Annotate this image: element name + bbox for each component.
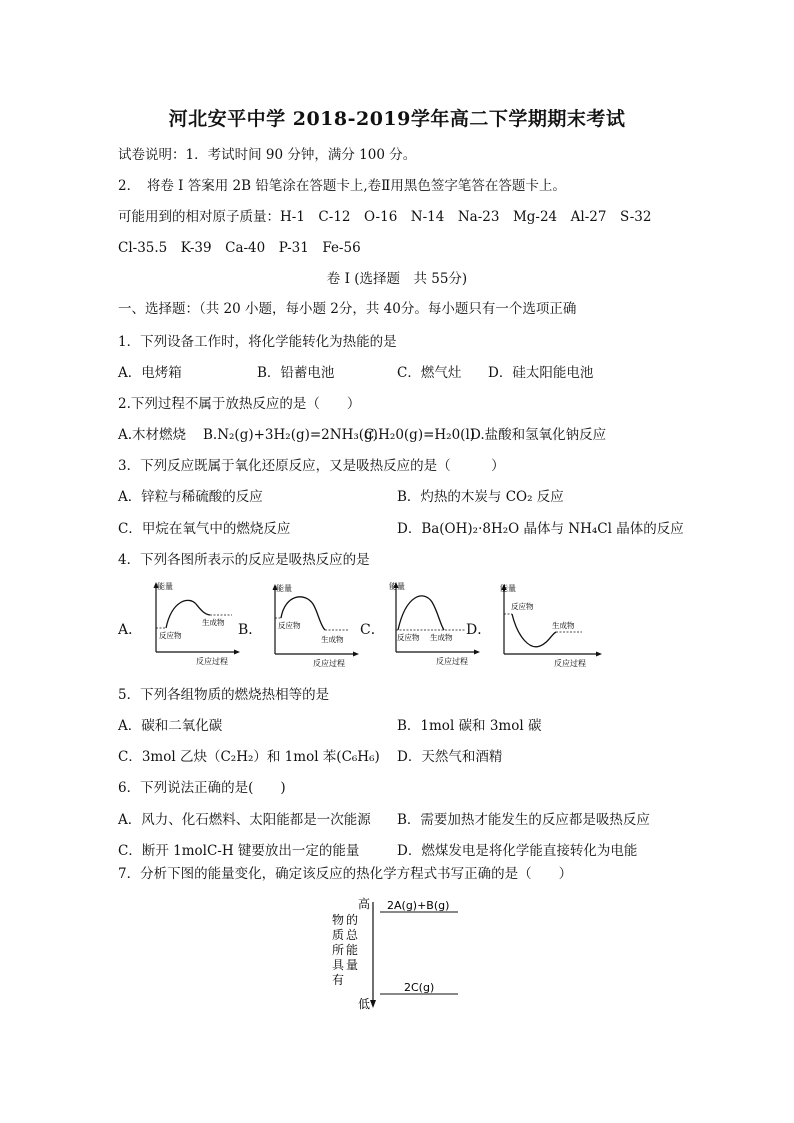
atomic-masses-line-1: 可能用到的相对原子质量：H-1 C-12 O-16 N-14 Na-23 Mg-24 Al-27 S-32 [118,209,652,225]
question-4-option-d-label: D． [466,622,492,638]
graph-c-curve [398,596,444,630]
question-4-option-a-label: A． [118,622,143,638]
question-2-option-b: B.N₂(g)+3H₂(g)=2NH₃(g) [203,427,378,443]
question-4-option-b-label: B． [238,622,263,638]
graph-d-product-label: 生成物 [552,621,575,630]
instruction-line-1: 试卷说明：1．考试时间 90 分钟，满分 100 分。 [118,147,417,163]
question-3-option-b: B．灼热的木炭与 CO₂ 反应 [397,489,564,505]
section-title: 卷 I (选择题 共 55分) [326,271,468,287]
graph-c-y-label: 能量 [389,582,405,591]
question-2-option-c: C.H₂0(g)=H₂0(l) [364,427,476,443]
question-6-option-a: A．风力、化石燃料、太阳能都是一次能源 [118,812,371,828]
graph-b-product-label: 生成物 [321,635,344,644]
question-6-option-c: C．断开 1molC-H 键要放出一定的能量 [118,843,360,859]
graph-d-curve [512,614,556,647]
question-5-option-b: B．1mol 碳和 3mol 碳 [397,718,542,734]
question-3-option-d: D．Ba(OH)₂·8H₂O 晶体与 NH₄Cl 晶体的反应 [397,521,684,537]
y-char-9: 量 [346,958,359,972]
question-4-stem: 4．下列各图所表示的反应是吸热反应的是 [118,552,370,568]
energy-axis-low-label: 低 [358,997,371,1011]
graph-b-y-label: 能量 [276,584,292,593]
graph-a-x-arrow [234,650,240,655]
question-5-option-d: D．天然气和酒精 [397,749,503,765]
graph-c-x-label: 反应过程 [436,657,468,666]
energy-level-diagram [318,894,468,1016]
atomic-masses-line-2: Cl-35.5 K-39 Ca-40 P-31 Fe-56 [118,240,361,256]
graph-d-x-label: 反应过程 [554,659,586,668]
question-2-option-a: A.木材燃烧 [118,427,187,443]
question-1-option-c: C．燃气灶 [397,365,462,381]
y-char-5: 有 [332,973,345,987]
question-2-stem: 2.下列过程不属于放热反应的是（ ） [118,396,361,412]
graph-a-product-label: 生成物 [202,618,225,627]
question-1-option-b: B．铅蓄电池 [257,365,335,381]
y-char-7: 总 [346,928,359,942]
question-5-option-a: A．碳和二氧化碳 [118,718,223,734]
graph-c-reactant-label: 反应物 [397,633,420,642]
y-char-8: 能 [346,943,359,957]
graph-b-x-label: 反应过程 [313,659,345,668]
question-1-option-d: D．硅太阳能电池 [488,365,594,381]
question-7-stem: 7．分析下图的能量变化，确定该反应的热化学方程式书写正确的是（ ） [118,866,573,882]
question-2-option-d: D.盐酸和氢氧化钠反应 [470,427,607,443]
graph-a-reactant-label: 反应物 [159,631,182,640]
graph-b-x-arrow [353,652,359,657]
top-energy-level-label: 2A(g)+B(g) [387,899,450,912]
graph-b-reactant-label: 反应物 [278,621,301,630]
graph-d [492,580,607,670]
question-6-stem: 6．下列说法正确的是( ) [118,780,286,796]
question-3-option-c: C．甲烷在氧气中的燃烧反应 [118,521,291,537]
question-3-option-a: A．锌粒与稀硫酸的反应 [118,489,263,505]
question-3-stem: 3．下列反应既属于氧化还原反应，又是吸热反应的是（ ） [118,458,505,474]
graph-b [263,580,363,670]
question-5-stem: 5．下列各组物质的燃烧热相等的是 [118,687,330,703]
question-1-option-a: A．电烤箱 [118,365,182,381]
question-5-option-c: C．3mol 乙炔（C₂H₂）和 1mol 苯(C₆H₆) [118,749,380,765]
graph-a-x-label: 反应过程 [196,657,228,666]
graph-c [384,578,484,668]
y-char-3: 所 [332,943,345,957]
y-char-4: 具 [332,958,345,972]
bottom-energy-level-label: 2C(g) [404,981,435,994]
y-char-6: 的 [346,913,359,927]
question-4-option-c-label: C． [360,622,385,638]
energy-axis-high-label: 高 [358,897,371,911]
y-char-2: 质 [332,928,345,942]
question-1-stem: 1．下列设备工作时，将化学能转化为热能的是 [118,334,397,350]
graph-a-y-label: 能量 [157,582,173,591]
graph-a [144,578,244,668]
instruction-line-2: 2． 将卷 I 答案用 2B 铅笔涂在答题卡上,卷Ⅱ用黑色签字笔答在答题卡上。 [118,178,566,194]
section-description: 一、选择题：（共 20 小题，每小题 2分，共 40分。每小题只有一个选项正确 [118,301,577,317]
energy-axis-arrow [370,1000,376,1008]
graph-d-y-label: 能量 [500,584,516,593]
question-6-option-d: D．燃煤发电是将化学能直接转化为电能 [397,843,638,859]
graph-d-x-arrow [596,652,602,657]
question-6-option-b: B．需要加热才能发生的反应都是吸热反应 [397,812,650,828]
y-char-1: 物 [332,913,345,927]
graph-d-reactant-label: 反应物 [511,602,534,611]
graph-c-product-label: 生成物 [430,633,453,642]
graph-c-x-arrow [474,650,480,655]
page-title: 河北安平中学 2018-2019学年高二下学期期末考试 [168,108,626,130]
